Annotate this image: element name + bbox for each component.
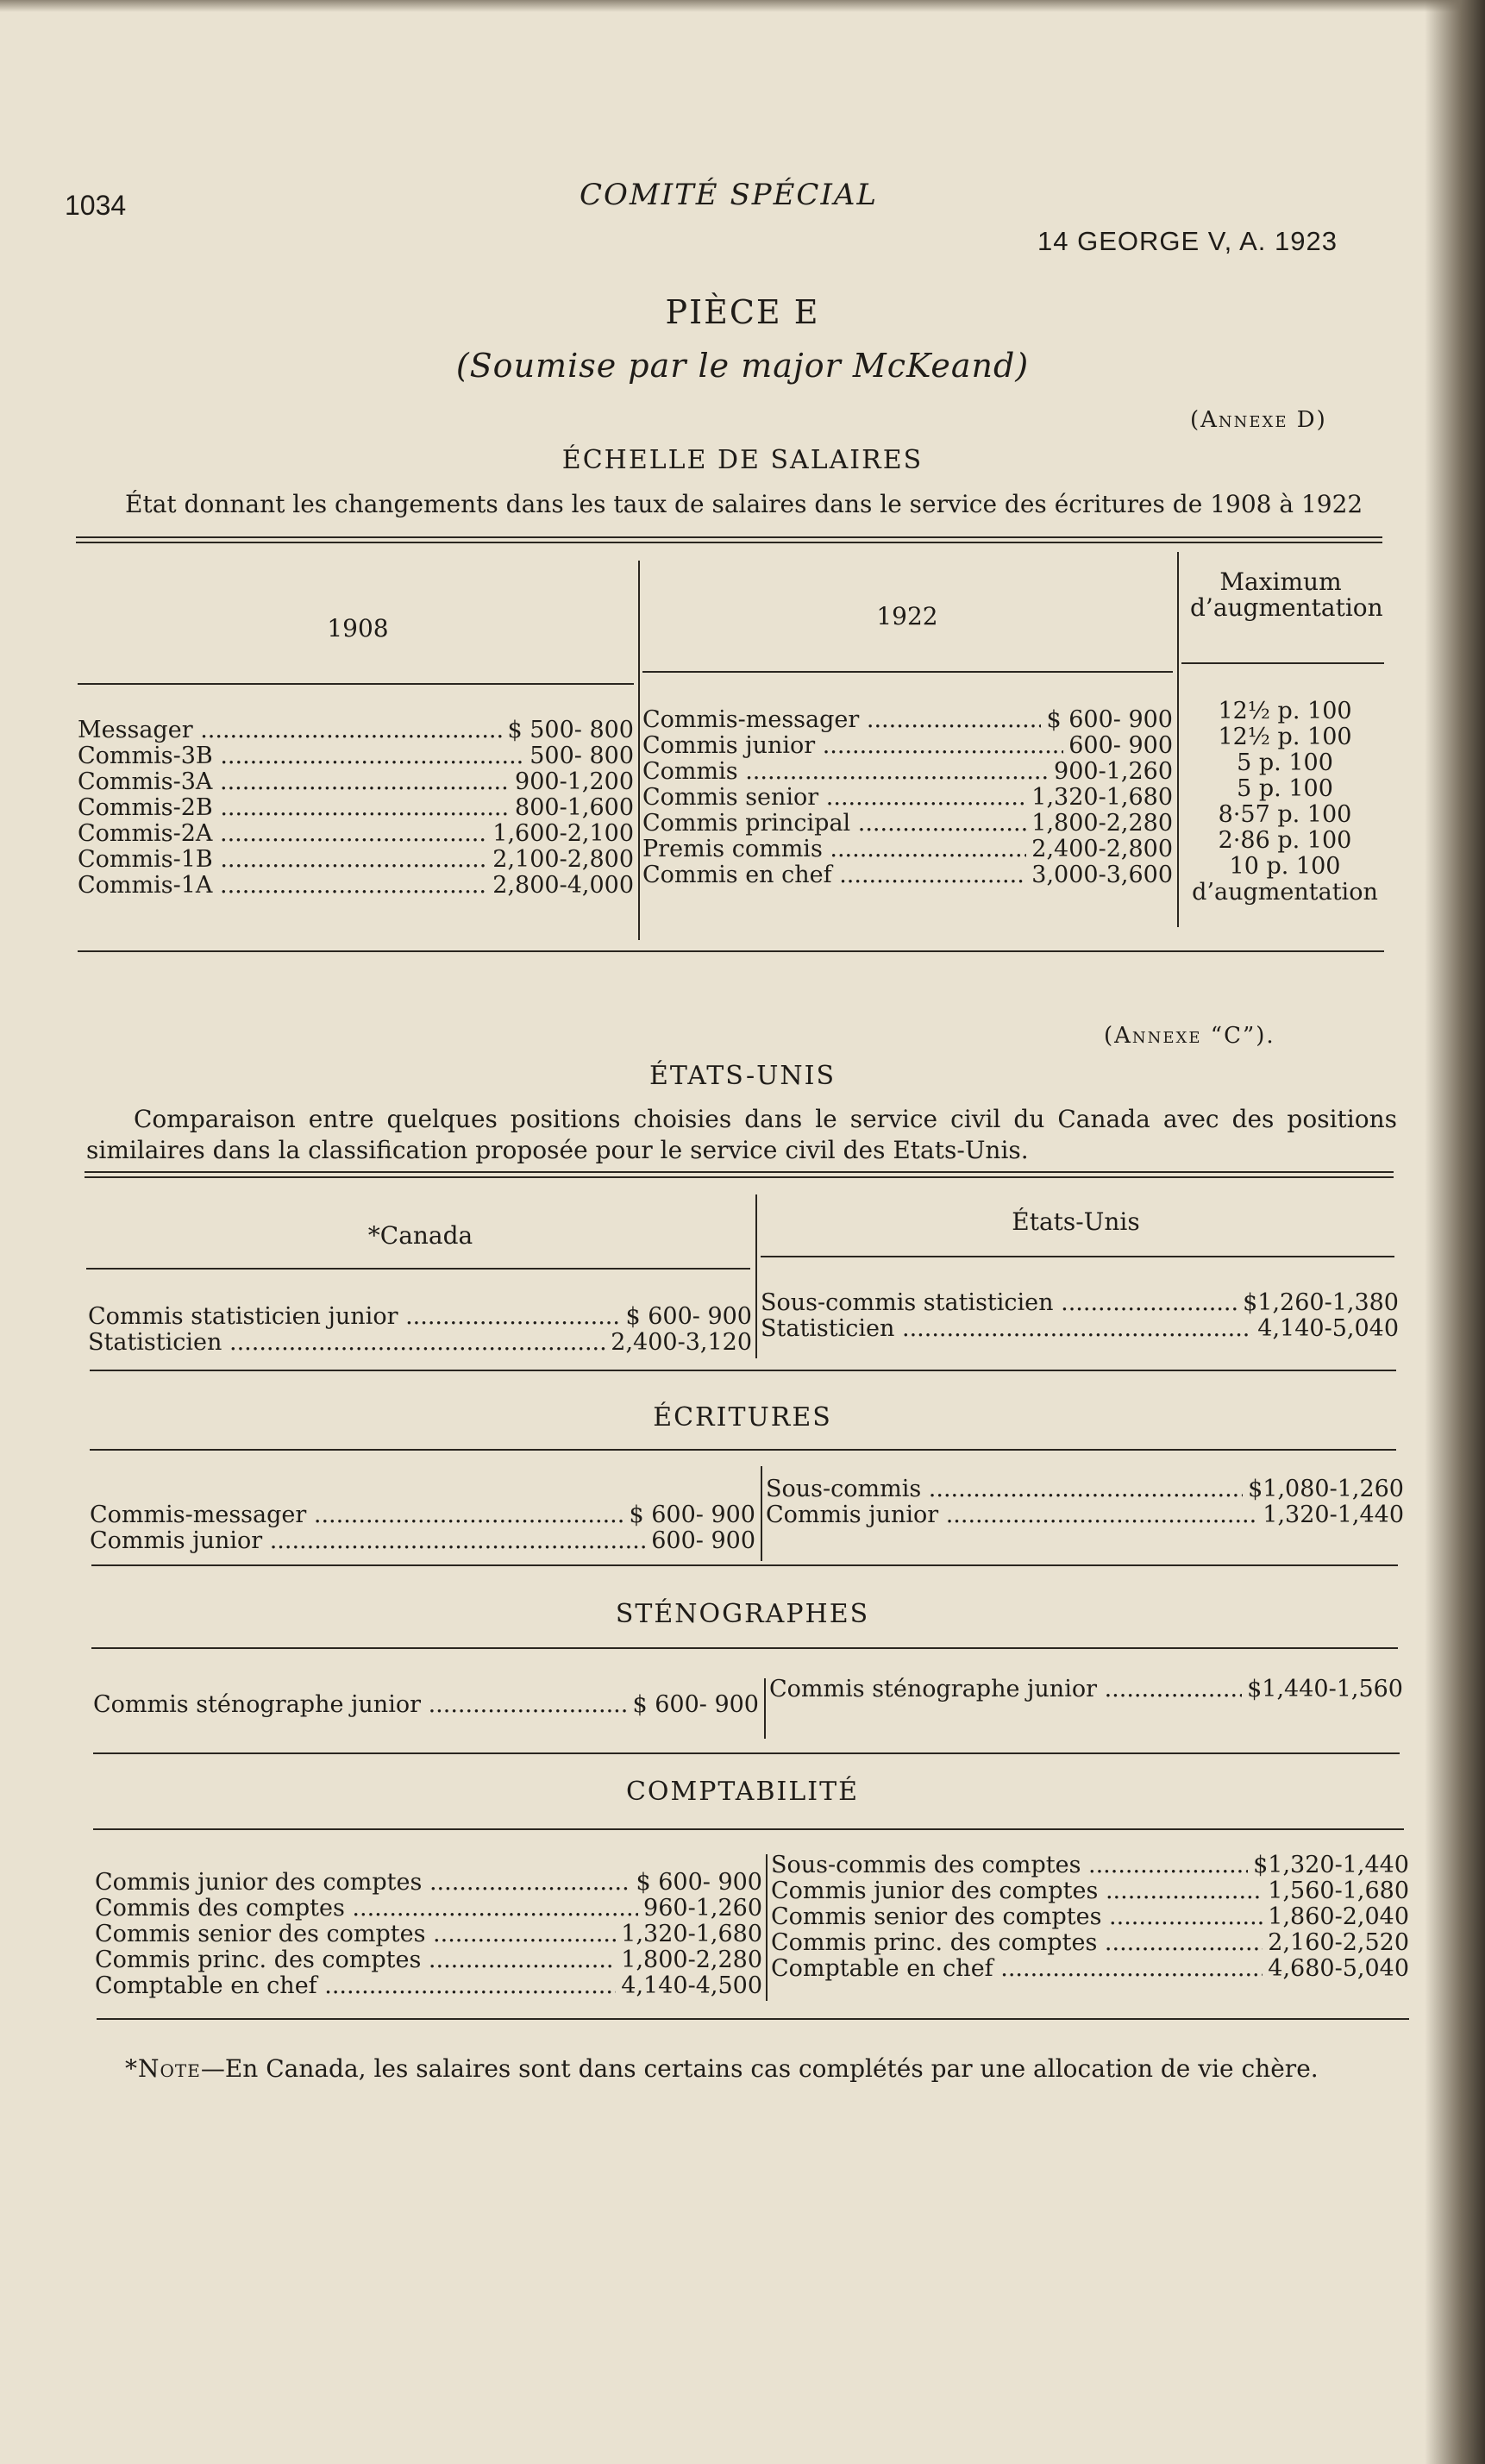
table-row [769,1677,1403,1702]
row-value: $ 600- 900 [632,1692,759,1718]
us-rows-canada [88,1304,752,1356]
table-row [78,847,634,873]
row-label: Sous-commis statisticien ..... [761,1290,1238,1316]
row-value: 1,560-1,680 [1268,1878,1409,1904]
table-row [766,1477,1404,1502]
row-label: Commis-messager ..... [642,707,1041,733]
us-intro: Comparaison entre quelques positions choisies dans le service civil du Canada avec des positions similaires dans la classification proposée pour le service civil des Etats-Unis. [86,1105,1397,1164]
table-row [78,718,634,743]
row-value: 1,860-2,040 [1268,1904,1409,1930]
row-value: 4,140-4,500 [621,1973,762,1999]
row-label: Statisticien ..... [761,1316,1252,1342]
rows-1922 [642,707,1173,888]
table-row [771,1853,1409,1878]
row-value: 2,160-2,520 [1268,1930,1409,1956]
table-row [642,837,1173,862]
row-value: 1,320-1,680 [1031,785,1173,811]
row-label: Commis-2B ..... [78,795,510,821]
row-value: 600- 900 [1068,733,1173,759]
col-header-1908: 1908 [327,614,389,643]
col-divider [766,1854,768,2001]
ecritures-title: ÉCRITURES [653,1402,832,1433]
row-value: 1,800-2,280 [621,1947,762,1973]
table-row [90,1502,755,1528]
ecritures-rows-us [766,1477,1404,1528]
header-rule [78,683,634,685]
page-number: 1034 [65,190,127,221]
ecritures-rows-canada [90,1502,755,1554]
row-value: 2,400-3,120 [611,1330,752,1356]
table-row [761,1316,1399,1342]
row-label: Commis junior des comptes ..... [95,1870,630,1896]
col-divider [755,1194,757,1358]
row-value: 1,800-2,280 [1031,811,1173,837]
comptabilite-title: COMPTABILITÉ [625,1777,860,1807]
page-top-edge [0,0,1485,12]
row-value: $ 600- 900 [625,1304,752,1330]
row-value: 4,680-5,040 [1268,1956,1409,1982]
row-label: Commis principal ..... [642,811,1026,837]
section-rule [91,1564,1398,1566]
table-row [642,707,1173,733]
header-rule [86,1268,750,1270]
annex-d-label: (Annexe D) [1190,407,1327,433]
table-row [95,1896,762,1922]
salary-scale-intro: État donnant les changements dans les taux de salaires dans le service des écritures de 1908 à 1922 [125,490,1363,518]
table-row [766,1502,1404,1528]
row-label: Commis sténographe junior ..... [769,1677,1242,1702]
table-row [93,1692,759,1718]
max-increase-cell: 10 p. 100 [1229,853,1341,880]
row-label: Commis junior ..... [766,1502,1257,1528]
annex-c-label: (Annexe “C”). [1104,1023,1275,1049]
row-label: Commis princ. des comptes ..... [95,1947,616,1973]
row-value: $1,080-1,260 [1248,1477,1404,1502]
col-header-canada: *Canada [367,1221,473,1250]
row-label: Comptable en chef ..... [771,1956,1263,1982]
section-rule [90,1370,1396,1371]
row-label: Commis-2A ..... [78,821,487,847]
table-top-rule [76,536,1382,543]
row-value: 800-1,600 [515,795,634,821]
row-label: Commis-3A ..... [78,769,510,795]
row-value: $ 600- 900 [636,1870,762,1896]
steno-rows-canada [93,1692,759,1718]
col-header-max: Maximum d’augmentation [1190,567,1383,622]
compta-rows-canada [95,1870,762,1999]
table-row [78,769,634,795]
header-rule [642,671,1173,673]
row-value: 960-1,260 [643,1896,762,1922]
row-label: Commis junior ..... [642,733,1063,759]
max-increase-cell: 2·86 p. 100 [1218,827,1352,854]
max-increase-cell: 12½ p. 100 [1218,724,1352,750]
table-row [78,743,634,769]
session-label: 14 GEORGE V, A. 1923 [1037,226,1338,256]
table-row [78,795,634,821]
section-rule [93,1752,1400,1754]
row-label: Premis commis ..... [642,837,1026,862]
exhibit-title: PIÈCE E [665,293,820,331]
row-value: 2,100-2,800 [492,847,634,873]
table-row [78,873,634,899]
max-increase-cell: 8·57 p. 100 [1218,801,1352,828]
table-row [95,1973,762,1999]
table-row [761,1290,1399,1316]
max-increase-cell: d’augmentation [1192,879,1378,906]
table-row [642,759,1173,785]
exhibit-subtitle: (Soumise par le major McKeand) [455,347,1030,385]
row-value: 900-1,200 [515,769,634,795]
us-title: ÉTATS-UNIS [649,1061,836,1091]
row-value: 2,800-4,000 [492,873,634,899]
row-value: 1,320-1,680 [621,1922,762,1947]
row-label: Messager ..... [78,718,502,743]
table-row [90,1528,755,1554]
row-label: Commis statisticien junior ..... [88,1304,620,1330]
col-divider [1177,552,1179,927]
us-rows-us [761,1290,1399,1342]
col-divider [764,1678,766,1739]
table-row [642,811,1173,837]
table-row [771,1956,1409,1982]
max-increase-cell: 5 p. 100 [1237,775,1333,802]
row-label: Comptable en chef ..... [95,1973,616,1999]
header-rule [1181,662,1384,664]
row-value: $1,260-1,380 [1243,1290,1399,1316]
col-header-1922: 1922 [876,602,938,630]
table-row [88,1330,752,1356]
table-row [78,821,634,847]
max-increase-cell: 5 p. 100 [1237,749,1333,776]
row-label: Commis ..... [642,759,1049,785]
section-rule [97,2018,1409,2020]
footnote [125,2054,1319,2083]
table-row [771,1904,1409,1930]
row-value: 900-1,260 [1054,759,1173,785]
row-label: Commis junior ..... [90,1528,646,1554]
row-label: Commis senior des comptes ..... [771,1904,1263,1930]
row-value: $ 500- 800 [507,718,634,743]
header-rule [761,1256,1394,1257]
table-row [95,1947,762,1973]
row-label: Commis junior des comptes ..... [771,1878,1263,1904]
stenographes-title: STÉNOGRAPHES [615,1599,870,1629]
max-increase-col [1181,699,1388,906]
row-value: 1,600-2,100 [492,821,634,847]
max-increase-cell: 12½ p. 100 [1218,698,1352,724]
steno-rows-us [769,1677,1403,1702]
rows-1908 [78,718,634,899]
row-value: 1,320-1,440 [1263,1502,1404,1528]
footnote-text: —En Canada, les salaires sont dans certains cas complétés par une allocation de vie chère. [200,2054,1319,2083]
row-label: Sous-commis des comptes ..... [771,1853,1248,1878]
row-value: $ 600- 900 [629,1502,755,1528]
row-label: Sous-commis ..... [766,1477,1243,1502]
table-row [95,1922,762,1947]
row-value: 3,000-3,600 [1031,862,1173,888]
table-row [642,733,1173,759]
row-label: Commis en chef ..... [642,862,1026,888]
table-row [642,785,1173,811]
col-divider [761,1466,762,1561]
table-row [771,1930,1409,1956]
row-label: Commis sténographe junior ..... [93,1692,627,1718]
row-label: Commis-1A ..... [78,873,487,899]
col-header-us: États-Unis [1012,1207,1140,1236]
row-label: Commis senior ..... [642,785,1026,811]
row-label: Commis-3B ..... [78,743,524,769]
table-row [88,1304,752,1330]
row-label: Commis-1B ..... [78,847,487,873]
row-value: 500- 800 [529,743,634,769]
row-value: $1,320-1,440 [1253,1853,1409,1878]
row-value: $1,440-1,560 [1247,1677,1403,1702]
row-value: 2,400-2,800 [1031,837,1173,862]
row-label: Commis-messager ..... [90,1502,623,1528]
row-label: Commis senior des comptes ..... [95,1922,616,1947]
table-row [95,1870,762,1896]
row-label: Commis des comptes ..... [95,1896,638,1922]
row-label: Statisticien ..... [88,1330,605,1356]
section-rule [90,1449,1396,1451]
running-title: COMITÉ SPÉCIAL [580,178,879,212]
row-value: 4,140-5,040 [1257,1316,1399,1342]
section-rule [93,1828,1404,1830]
table-bottom-rule [78,950,1384,952]
row-value: $ 600- 900 [1046,707,1173,733]
section-rule [91,1647,1398,1649]
table-row [642,862,1173,888]
row-label: Commis princ. des comptes ..... [771,1930,1263,1956]
row-value: 600- 900 [651,1528,755,1554]
table-row [771,1878,1409,1904]
footnote-label: *Note [125,2054,201,2083]
salary-scale-title: ÉCHELLE DE SALAIRES [561,445,924,475]
compta-rows-us [771,1853,1409,1982]
table-top-rule [85,1171,1394,1178]
